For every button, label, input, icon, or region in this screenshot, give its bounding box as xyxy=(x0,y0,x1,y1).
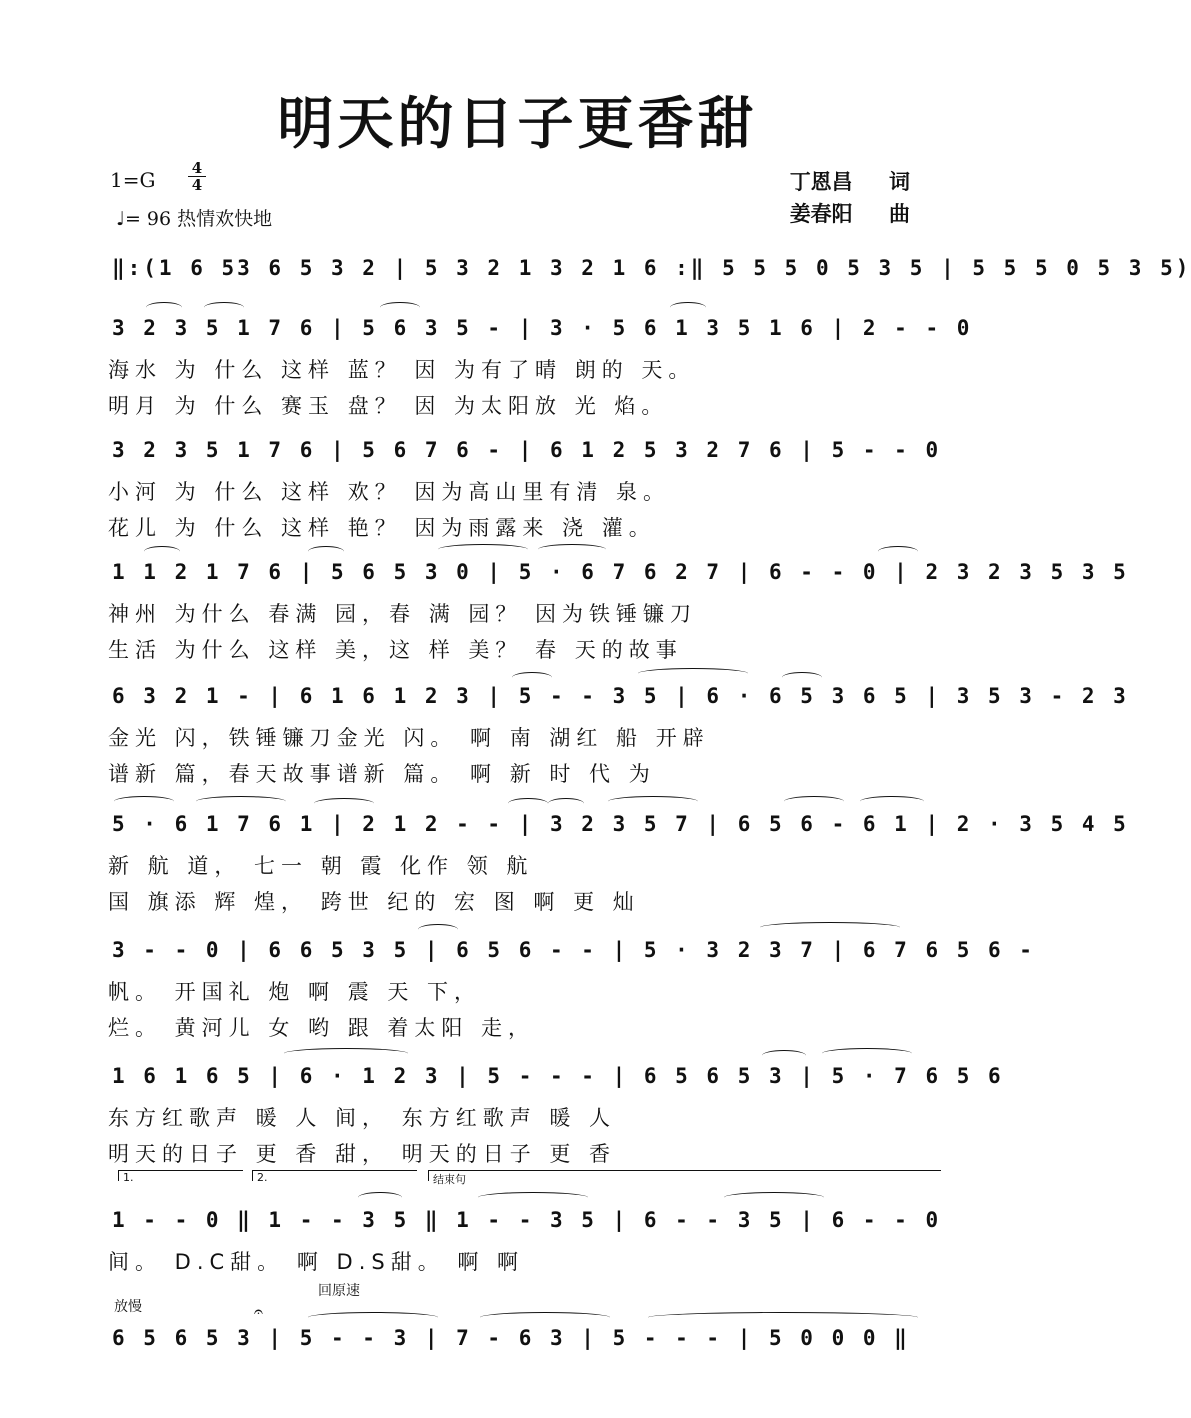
lyric-verse-2: 明月 为 什么 赛玉 盘？ 因 为太阳放 光 焰。 xyxy=(108,394,669,418)
notes-text: 3 - - 0 | 6 6 5 3 5 | 6 5 6 - - | 5 · 3 2 3 7 | 6 7 6 5 6 - xyxy=(112,938,1035,962)
lyric-verse-1: 海水 为 什么 这样 蓝？ 因 为有了晴 朗的 天。 xyxy=(108,358,696,382)
a-tempo-mark: 回原速 xyxy=(318,1283,360,1299)
notation-line xyxy=(108,308,973,348)
lyric-verse-2: 国 旗添 辉 煌， 跨世 纪的 宏 图 啊 更 灿 xyxy=(108,890,640,914)
lyric-verse-2: 烂。 黄河儿 女 哟 跟 着太阳 走， xyxy=(108,1016,536,1040)
volta-1: 1. xyxy=(118,1170,243,1181)
notes-text: 6 5 6 5 3 | 5 - - 3 | 7 - 6 3 | 5 - - - | 5 0 0 0 ‖ xyxy=(112,1326,910,1350)
lyric-verse-1: 金光 闪，铁锤镰刀金光 闪。 啊 南 湖红 船 开辟 xyxy=(108,726,710,750)
lyric-verse-1: 东方红歌声 暖 人 间， 东方红歌声 暖 人 xyxy=(108,1106,617,1130)
notation-line xyxy=(108,1200,942,1240)
notes-text: 1 - - 0 ‖ 1 - - 3 5 ‖ 1 - - 3 5 | 6 - - 3 5 | 6 - - 0 xyxy=(112,1208,942,1232)
lyricist-credit xyxy=(790,166,910,196)
key-signature: 1=G xyxy=(110,168,156,192)
notation-line xyxy=(108,676,1129,716)
lyric-verse-2: 花儿 为 什么 这样 艳？ 因为雨露来 浇 灌。 xyxy=(108,516,656,540)
fermata-icon: 𝄐 xyxy=(254,1302,263,1321)
volta-2: 2. xyxy=(252,1170,417,1181)
lyricist-role: 词 xyxy=(889,170,910,194)
lyric-verse-1: 神州 为什么 春满 园，春 满 园？ 因为铁锤镰刀 xyxy=(108,602,698,626)
ritardando-mark: 放慢 xyxy=(114,1299,142,1315)
notes-text: 3 2 3 5 1 7 6 | 5 6 7 6 - | 6 1 2 5 3 2 7 6 | 5 - - 0 xyxy=(112,438,942,462)
notation-line xyxy=(108,1318,938,1358)
tempo-marking: ♩= 96 热情欢快地 xyxy=(116,208,273,230)
notation-line xyxy=(108,430,942,470)
notation-line xyxy=(108,804,1129,844)
lyric-verse-2: 谱新 篇，春天故事谱新 篇。 啊 新 时 代 为 xyxy=(108,762,656,786)
notes-text: 6 3 2 1 - | 6 1 6 1 2 3 | 5 - - 3 5 | 6 · 6 5 3 6 5 | 3 5 3 - 2 3 xyxy=(112,684,1129,708)
notation-line xyxy=(108,1056,1004,1096)
composer-role: 曲 xyxy=(889,202,910,226)
lyric-verse-1: 新 航 道， 七一 朝 霞 化作 领 航 xyxy=(108,854,534,878)
lyric-verse-1: 帆。 开国礼 炮 啊 震 天 下， xyxy=(108,980,482,1004)
notation-line xyxy=(108,930,1035,970)
notes-text: 1 1 2 1 7 6 | 5 6 5 3 0 | 5 · 6 7 6 2 7 | 6 - - 0 | 2 3 2 3 5 3 5 xyxy=(112,560,1129,584)
notes-text: 1 6 1 6 5 | 6 · 1 2 3 | 5 - - - | 6 5 6 5 3 | 5 · 7 6 5 6 xyxy=(112,1064,1004,1088)
time-sig-bottom: 4 xyxy=(191,176,203,194)
time-sig-top: 4 xyxy=(191,159,203,177)
notes-text: ‖:(1 6 53 6 5 3 2 | 5 3 2 1 3 2 1 6 :‖ 5 5 5 0 5 3 5 | 5 5 5 0 5 3 5) xyxy=(112,256,1191,280)
notes-text: 3 2 3 5 1 7 6 | 5 6 3 5 - | 3 · 5 6 1 3 5 1 6 | 2 - - 0 xyxy=(112,316,973,340)
lyric-verse-1: 间。 D.C甜。 啊 D.S甜。 啊 啊 xyxy=(108,1250,525,1274)
time-signature xyxy=(186,160,208,193)
composer-name: 姜春阳 xyxy=(789,202,853,226)
notes-text: 5 · 6 1 7 6 1 | 2 1 2 - - | 3 2 3 5 7 | 6 5 6 - 6 1 | 2 · 3 5 4 5 xyxy=(112,812,1129,836)
notation-line xyxy=(108,248,1191,288)
lyric-verse-2: 明天的日子 更 香 甜， 明天的日子 更 香 xyxy=(108,1142,617,1166)
song-title: 明天的日子更香甜 xyxy=(277,92,758,157)
notation-line xyxy=(108,552,1129,592)
coda-ending: 结束句 xyxy=(428,1170,941,1181)
composer-credit xyxy=(790,198,910,228)
lyric-verse-1: 小河 为 什么 这样 欢？ 因为高山里有清 泉。 xyxy=(108,480,671,504)
lyricist-name: 丁恩昌 xyxy=(789,170,853,194)
lyric-verse-2: 生活 为什么 这样 美，这 样 美？ 春 天的故事 xyxy=(108,638,683,662)
